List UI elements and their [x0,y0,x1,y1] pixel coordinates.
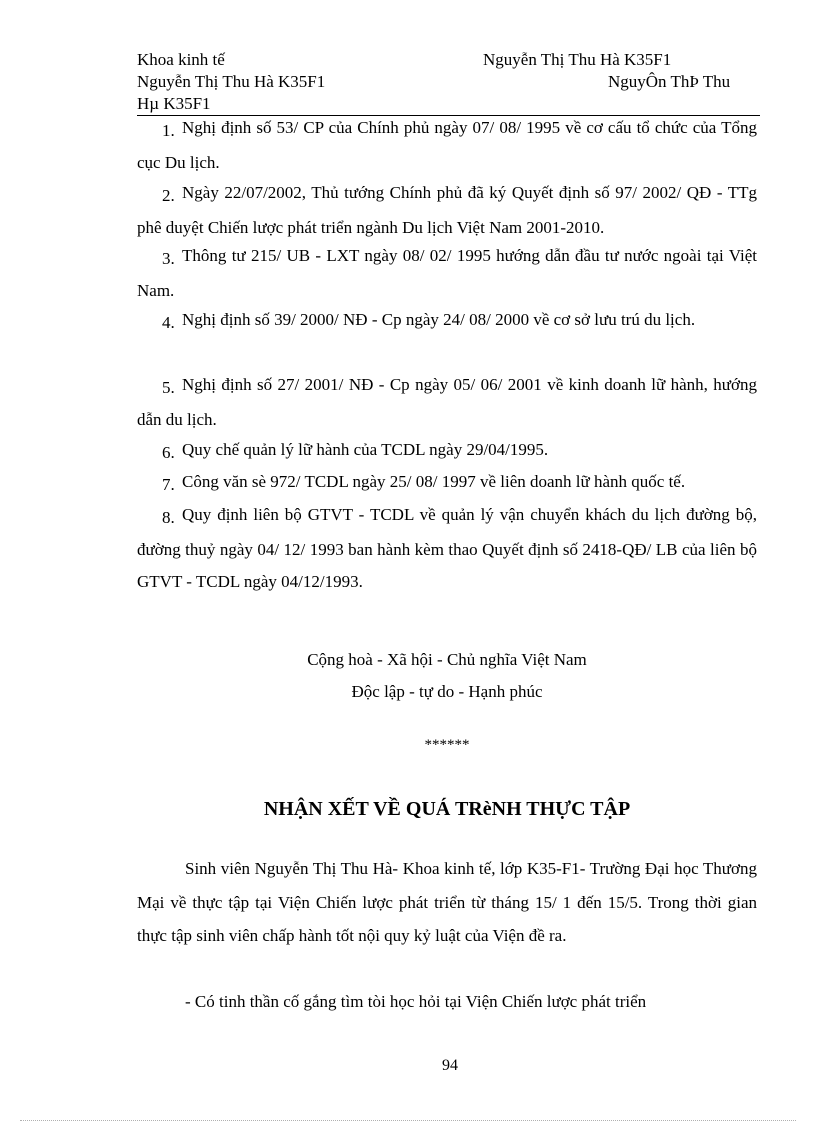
reference-number: 4. [162,313,175,332]
reference-number: 3. [162,249,175,268]
reference-text: Quy định liên bộ GTVT - TCDL về quản lý vận chuyển khách du lịch đường bộ, đường thuỷ ngày 04/ 12/ 1993 ban hành kèm thao Quyết định số 2418-QĐ/ LB của liên bộ GTVT - TCDL ngày 04/12/1993. [137,505,757,591]
reference-number: 8. [162,508,175,527]
reference-number: 6. [162,443,175,462]
reference-text: Thông tư 215/ UB - LXT ngày 08/ 02/ 1995 hướng dẫn đầu tư nước ngoài tại Việt Nam. [137,246,757,300]
reference-item-5 [137,369,757,436]
header-author-garbled-cont: Hµ K35F1 [137,94,211,113]
reference-number: 2. [162,186,175,205]
page-title: NHẬN XẾT VỀ QUÁ TRèNH THỰC TẬP [263,798,631,820]
reference-text: Nghị định số 39/ 2000/ NĐ - Cp ngày 24/ 08/ 2000 về cơ sở lưu trú du lịch. [182,310,696,329]
separator-stars: ****** [424,737,470,753]
header-author-left: Nguyễn Thị Thu Hà K35F1 [137,72,326,91]
reference-item-2 [137,177,757,244]
page-bottom-rule [20,1120,796,1121]
header-faculty: Khoa kinh tế [137,50,225,69]
reference-text: Quy chế quản lý lữ hành của TCDL ngày 29/04/1995. [182,440,549,459]
reference-item-1 [137,112,757,179]
reference-text: Công văn sè 972/ TCDL ngày 25/ 08/ 1997 về liên doanh lữ hành quốc tế. [182,472,686,491]
body-paragraph-2: - Có tinh thần cố gắng tìm tòi học hỏi tại Viện Chiến lược phát triển [185,992,647,1011]
reference-item-3 [137,240,757,307]
reference-item-6 [137,434,757,469]
reference-number: 5. [162,378,175,397]
reference-item-4 [137,304,757,339]
reference-text: Nghị định số 53/ CP của Chính phủ ngày 07/ 08/ 1995 về cơ cấu tổ chức của Tổng cục Du lịch. [137,118,757,172]
national-motto-line1: Cộng hoà - Xã hội - Chủ nghĩa Việt Nam [307,650,587,669]
reference-number: 7. [162,475,175,494]
header-author-garbled: NguyÔn ThÞ Thu [608,72,731,91]
reference-text: Nghị định số 27/ 2001/ NĐ - Cp ngày 05/ 06/ 2001 về kinh doanh lữ hành, hướng dẫn du lịch. [137,375,757,429]
national-motto-line2: Độc lập - tự do - Hạnh phúc [351,682,543,701]
page-number: 94 [442,1057,458,1074]
reference-number: 1. [162,121,175,140]
body-paragraph-1: Sinh viên Nguyễn Thị Thu Hà- Khoa kinh tế, lớp K35-F1- Trường Đại học Thương Mại về thực tập tại Viện Chiến lược phát triển từ tháng 15/ 1 đến 15/5. Trong thời gian thực tập sinh viên chấp hành tốt nội quy kỷ luật của Viện đề ra. [137,859,757,945]
reference-item-8 [137,499,757,598]
header-author-right: Nguyễn Thị Thu Hà K35F1 [483,50,672,69]
reference-item-7 [137,466,757,501]
reference-text: Ngày 22/07/2002, Thủ tướng Chính phủ đã ký Quyết định số 97/ 2002/ QĐ - TTg phê duyệt Chiến lược phát triển ngành Du lịch Việt Nam 2001-2010. [137,183,757,237]
